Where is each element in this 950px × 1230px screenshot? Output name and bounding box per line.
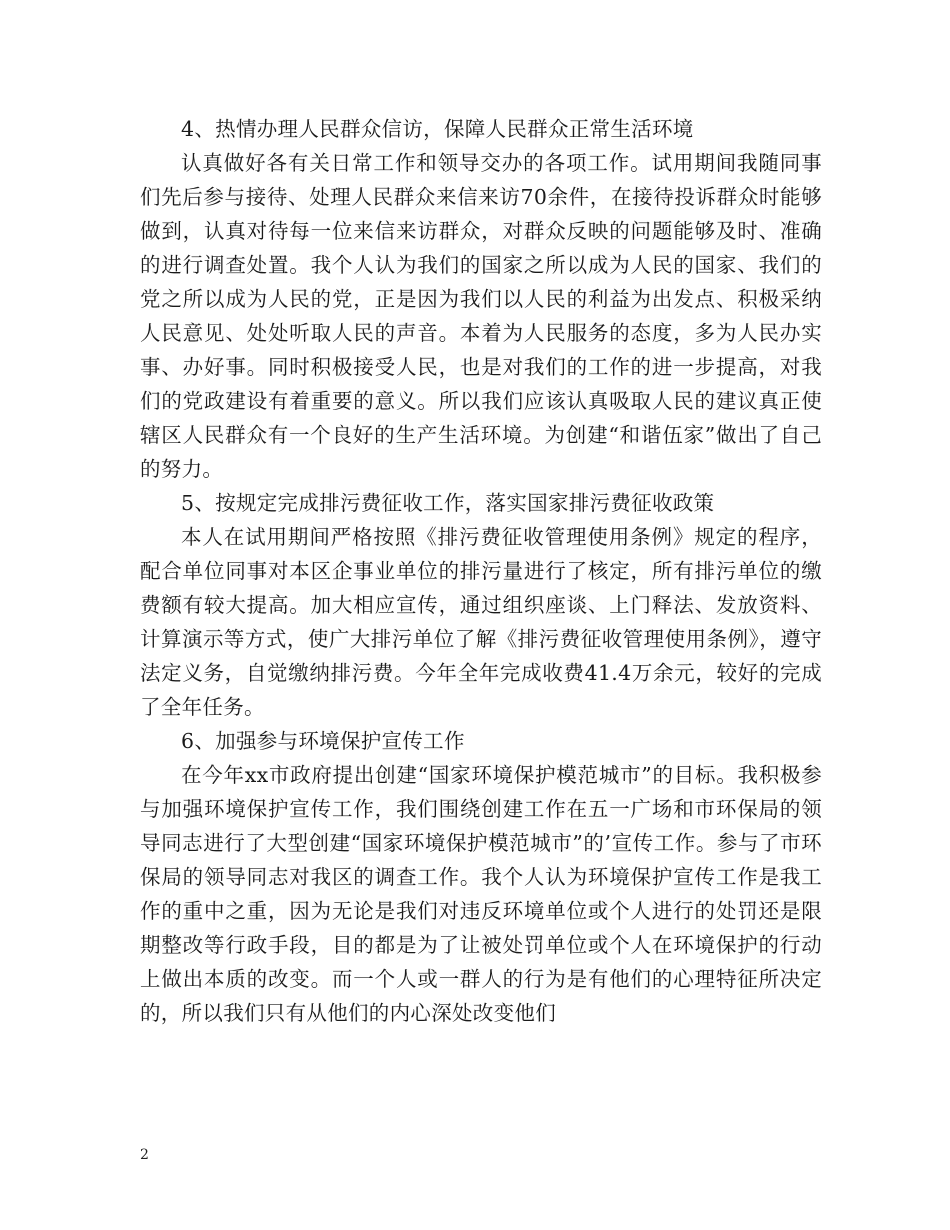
body-paragraph-petitions: 认真做好各有关日常工作和领导交办的各项工作。试用期间我随同事们先后参与接待、处理人民群众来信来访70余件，在接待投诉群众时能够做到，认真对待每一位来信来访群众，对群众反映的问题能够及时、准确的进行调查处置。我个人认为我们的国家之所以成为人民的国家、我们的党之所以成为人民的党，正是因为我们以人民的利益为出发点、积极采纳人民意见、处处听取人民的声音。本着为人民服务的态度，多为人民办实事、办好事。同时积极接受人民，也是对我们的工作的进一步提高，对我们的党政建设有着重要的意义。所以我们应该认真吸取人民的建议真正使辖区人民群众有一个良好的生产生活环境。为创建“和谐伍家”做出了自己的努力。 bbox=[140, 151, 822, 481]
section-heading-6: 6、加强参与环境保护宣传工作 bbox=[181, 729, 465, 753]
body-paragraph-environment-publicity: 在今年xx市政府提出创建“国家环境保护模范城市”的目标。我积极参与加强环境保护宣传工作，我们围绕创建工作在五一广场和市环保局的领导同志进行了大型创建“国家环境保护模范城市”的’宣传工作。参与了市环保局的领导同志对我区的调查工作。我个人认为环境保护宣传工作是我工作的重中之重，因为无论是我们对违反环境单位或个人进行的处罚还是限期整改等行政手段，目的都是为了让被处罚单位或个人在环境保护的行动上做出本质的改变。而一个人或一群人的行为是有他们的心理特征所决定的，所以我们只有从他们的内心深处改变他们 bbox=[140, 763, 822, 1025]
section-heading-4: 4、热情办理人民群众信访，保障人民群众正常生活环境 bbox=[181, 117, 694, 141]
section-heading-5: 5、按规定完成排污费征收工作，落实国家排污费征收政策 bbox=[181, 491, 715, 515]
body-paragraph-pollution-fees: 本人在试用期间严格按照《排污费征收管理使用条例》规定的程序，配合单位同事对本区企事业单位的排污量进行了核定，所有排污单位的缴费额有较大提高。加大相应宣传，通过组织座谈、上门释法、发放资料、计算演示等方式，使广大排污单位了解《排污费征收管理使用条例》，遵守法定义务，自觉缴纳排污费。今年全年完成收费41.4万余元，较好的完成了全年任务。 bbox=[140, 525, 822, 719]
page-number: 2 bbox=[140, 1147, 149, 1163]
document-body bbox=[140, 112, 822, 1030]
